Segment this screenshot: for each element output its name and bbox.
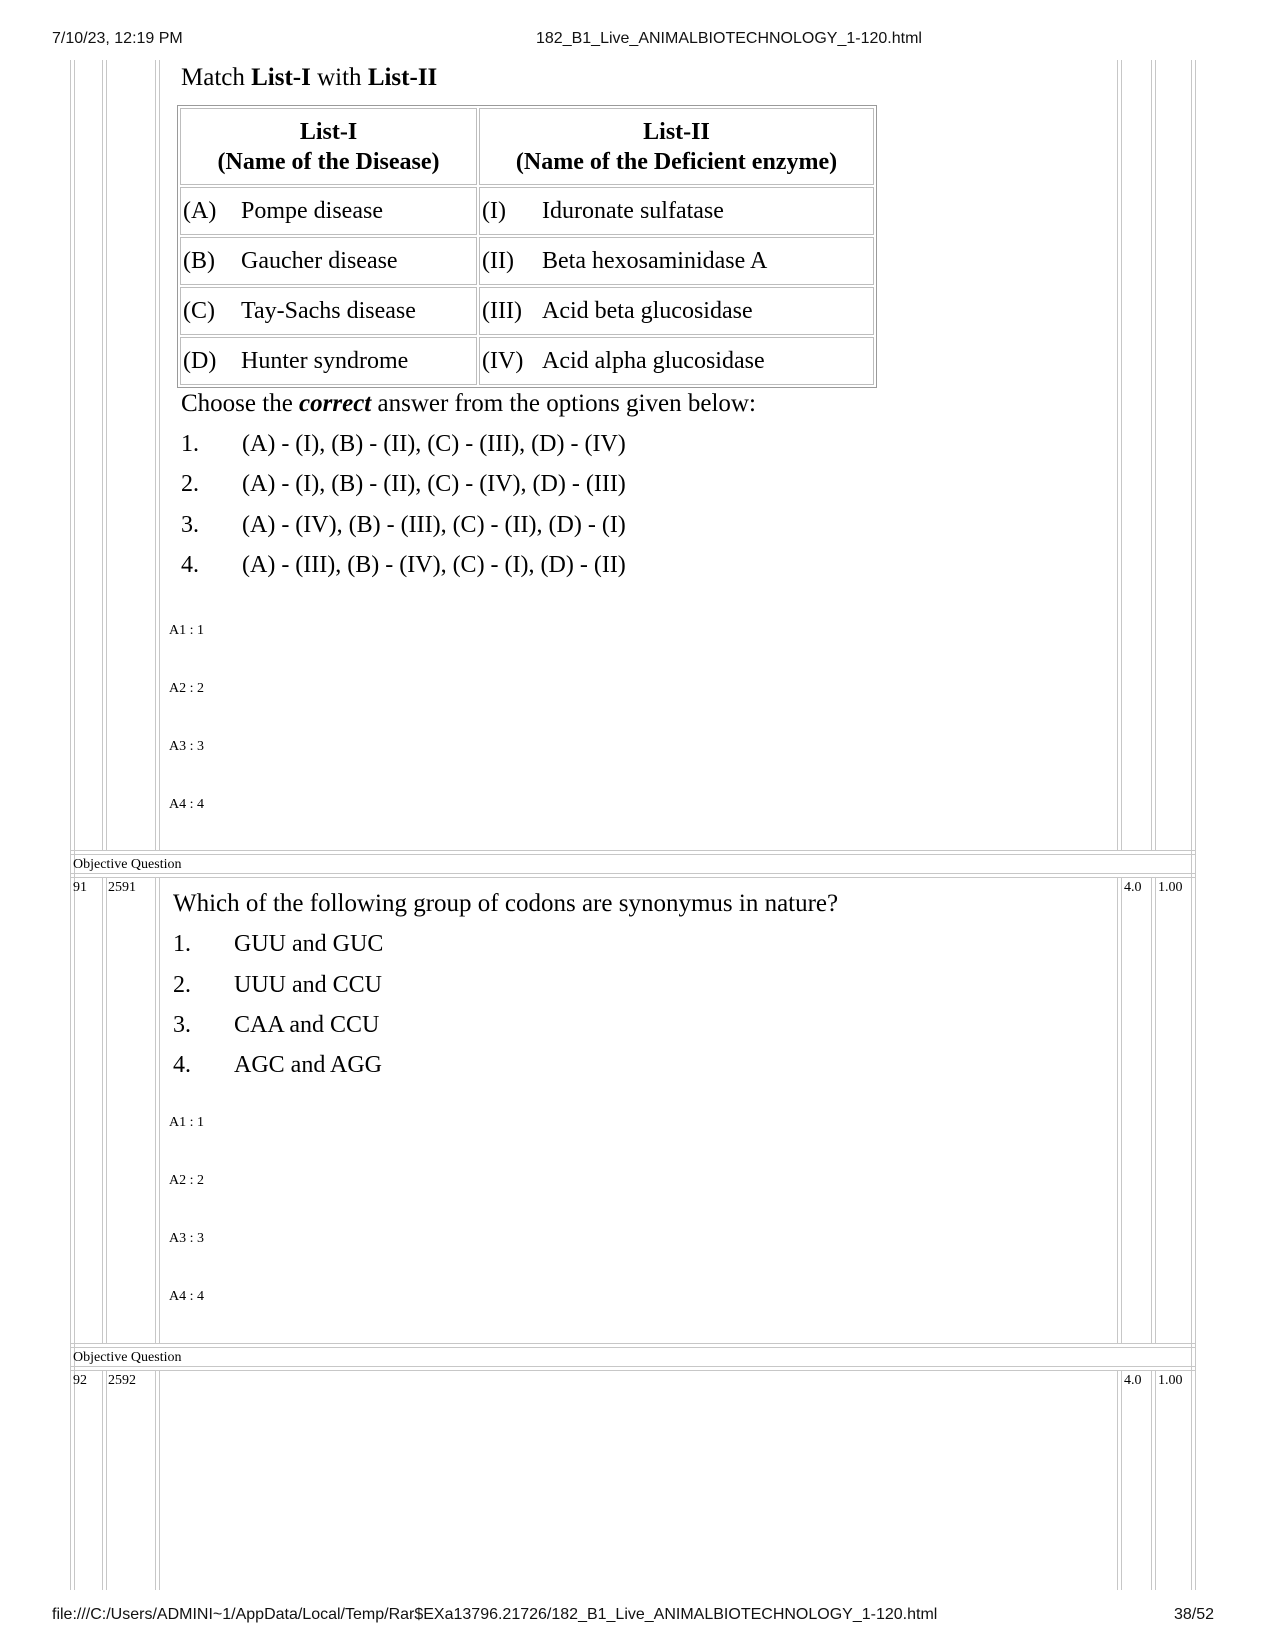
choose-instruction: Choose the correct answer from the options given below: (181, 390, 756, 417)
print-file-path: file:///C:/Users/ADMINI~1/AppData/Local/Temp/Rar$EXa13796.21726/182_B1_Live_ANIMALBIOTECHNOLOGY_1-120.html (52, 1606, 938, 1623)
frame-line (159, 1370, 160, 1590)
disease-cell: (D) Hunter syndrome (180, 337, 477, 385)
answer-label: A1 : 1 (169, 1115, 204, 1130)
disease-cell: (C) Tay-Sachs disease (180, 287, 477, 335)
frame-line (1155, 1370, 1156, 1590)
question-type-label: Objective Question (73, 857, 182, 872)
question-serial: 91 (73, 880, 87, 895)
frame-line (1121, 60, 1122, 850)
frame-line (1155, 877, 1156, 1343)
frame-line (1151, 877, 1152, 1343)
frame-line (1191, 60, 1192, 1590)
option-item: 1. GUU and GUC (173, 931, 384, 957)
frame-line (70, 877, 1196, 878)
frame-line (102, 1370, 103, 1590)
enzyme-cell: (II) Beta hexosaminidase A (479, 237, 874, 285)
answer-label: A4 : 4 (169, 1289, 204, 1304)
option-item: 4. (A) - (III), (B) - (IV), (C) - (I), (D) - (II) (181, 552, 626, 578)
frame-line (155, 60, 156, 850)
question-type-label: Objective Question (73, 1350, 182, 1365)
enzyme-cell: (IV) Acid alpha glucosidase (479, 337, 874, 385)
option-item: 3. CAA and CCU (173, 1012, 380, 1038)
question-id: 2591 (108, 880, 136, 895)
frame-line (155, 1370, 156, 1590)
table-row (180, 287, 874, 335)
answer-label: A1 : 1 (169, 623, 204, 638)
match-intro: Match List-I with List-II (181, 64, 438, 91)
option-item: 2. (A) - (I), (B) - (II), (C) - (IV), (D) - (III) (181, 471, 626, 497)
enzyme-cell: (III) Acid beta glucosidase (479, 287, 874, 335)
frame-line (159, 877, 160, 1343)
answer-label: A3 : 3 (169, 739, 204, 754)
match-table-header (180, 108, 874, 185)
option-item: 2. UUU and CCU (173, 972, 382, 998)
frame-line (70, 1366, 1196, 1367)
frame-line (70, 873, 1196, 874)
list-ii-header: List-II (Name of the Deficient enzyme) (479, 108, 874, 185)
frame-line (159, 60, 160, 850)
frame-line (70, 1343, 1196, 1344)
answer-label: A4 : 4 (169, 797, 204, 812)
frame-line (1117, 1370, 1118, 1590)
frame-line (102, 877, 103, 1343)
option-item: 3. (A) - (IV), (B) - (III), (C) - (II), (D) - (I) (181, 512, 626, 538)
disease-cell: (B) Gaucher disease (180, 237, 477, 285)
disease-cell: (A) Pompe disease (180, 187, 477, 235)
option-item: 4. AGC and AGG (173, 1052, 382, 1078)
print-datetime: 7/10/23, 12:19 PM (52, 30, 183, 47)
question-serial: 92 (73, 1373, 87, 1388)
enzyme-cell: (I) Iduronate sulfatase (479, 187, 874, 235)
print-title: 182_B1_Live_ANIMALBIOTECHNOLOGY_1-120.html (536, 30, 922, 47)
answer-label: A3 : 3 (169, 1231, 204, 1246)
question-text: Which of the following group of codons are synonymus in nature? (173, 890, 839, 917)
table-row (180, 237, 874, 285)
negative-marks: 1.00 (1158, 1373, 1183, 1388)
frame-line (106, 877, 107, 1343)
frame-line (106, 60, 107, 850)
frame-line (1151, 1370, 1152, 1590)
frame-line (102, 60, 103, 850)
answer-label: A2 : 2 (169, 681, 204, 696)
question-id: 2592 (108, 1373, 136, 1388)
print-page-number: 38/52 (1174, 1606, 1215, 1623)
frame-line (1117, 877, 1118, 1343)
frame-line (1121, 1370, 1122, 1590)
frame-line (70, 1370, 1196, 1371)
table-row (180, 187, 874, 235)
frame-line (1195, 60, 1196, 1590)
option-item: 1. (A) - (I), (B) - (II), (C) - (III), (D) - (IV) (181, 431, 626, 457)
table-row (180, 337, 874, 385)
frame-line (155, 877, 156, 1343)
match-table (177, 105, 877, 388)
frame-line (70, 1347, 1196, 1348)
frame-line (106, 1370, 107, 1590)
question-marks: 4.0 (1124, 1373, 1142, 1388)
answer-label: A2 : 2 (169, 1173, 204, 1188)
frame-line (70, 854, 1196, 855)
list-i-header: List-I (Name of the Disease) (180, 108, 477, 185)
frame-line (1151, 60, 1152, 850)
frame-line (1121, 877, 1122, 1343)
question-marks: 4.0 (1124, 880, 1142, 895)
frame-line (1117, 60, 1118, 850)
frame-line (70, 60, 71, 1590)
negative-marks: 1.00 (1158, 880, 1183, 895)
frame-line (1155, 60, 1156, 850)
frame-line (70, 850, 1196, 851)
